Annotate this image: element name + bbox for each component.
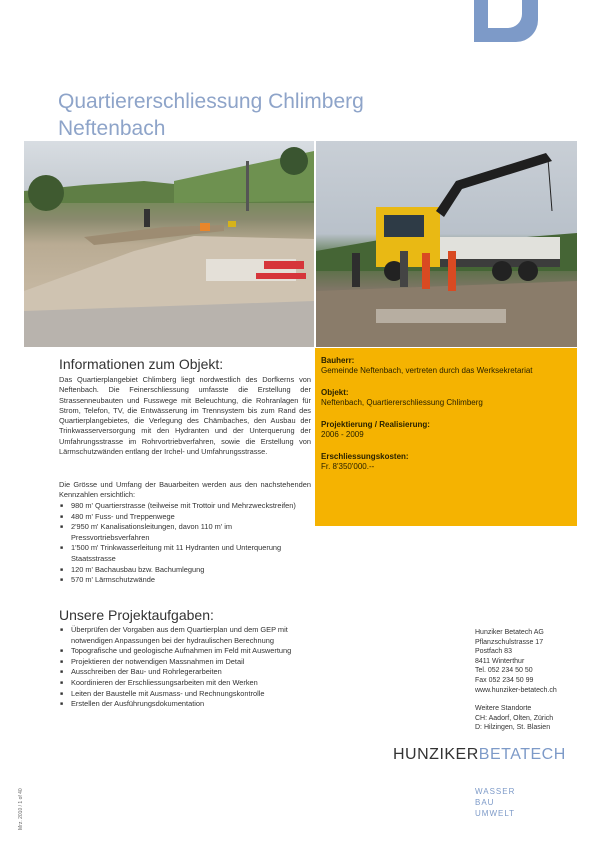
owner-label: Bauherr: bbox=[321, 356, 355, 365]
owner-value: Gemeinde Neftenbach, vertreten durch das Werksekretariat bbox=[321, 366, 533, 375]
list-item: ■ Erstellen der Ausführungsdokumentation bbox=[59, 699, 311, 710]
list-item: ■ 570 m' Lärmschutzwände bbox=[59, 575, 311, 586]
crane-truck-illustration bbox=[316, 141, 577, 347]
locations-ch: CH: Aadorf, Olten, Zürich bbox=[475, 714, 554, 722]
list-item: ■ 480 m' Fuss- und Treppenwege bbox=[59, 512, 311, 523]
po-box: Postfach 83 bbox=[475, 648, 512, 656]
tasks-list bbox=[59, 625, 311, 710]
list-item: ■ Topografische und geologische Aufnahmen im Feld mit Auswertung bbox=[59, 646, 311, 657]
fax: Fax 052 234 50 99 bbox=[475, 676, 534, 684]
cost-label: Erschliessungskosten: bbox=[321, 452, 409, 461]
list-item: ■ Koordinieren der Erschliessungsarbeiten mit den Werken bbox=[59, 678, 311, 689]
brand-part-2: BETATECH bbox=[478, 746, 566, 763]
object-value: Neftenbach, Quartiererschliessung Chlimberg bbox=[321, 398, 483, 407]
list-item: ■ Leiten der Baustelle mit Ausmass- und Rechnungskontrolle bbox=[59, 689, 311, 700]
tasks-heading: Unsere Projektaufgaben: bbox=[59, 607, 214, 623]
brand-logo bbox=[393, 746, 566, 764]
company-name: Hunziker Betatech AG bbox=[475, 629, 544, 636]
contact-block bbox=[475, 628, 585, 733]
info-paragraph-1: Das Quartierplangebiet Chlimberg liegt nordwestlich des Dorfkerns von Neftenbach. Die Feinerschliessung umfasste die Erstellung der Strassenneubauten und Fusswege mit Beleuchtung, die Rohranlagen für Strom, Telefon, TV, die Entwässerung im Trennsystem bis zum Rand des Quartierplangebietes, die Verlegung des Chämbaches, den Ausbau der Trinkwasserversorgung mit den Hydranten und der Unterquerung der Umfahrungsstrasse im Rohrvortriebverfahren, sowie die Erstellung von Lärmschutzwänden entlang der Irchel- und Umfahrungsstrasse. bbox=[59, 375, 311, 457]
tagline-2: BAU bbox=[475, 798, 495, 807]
website-link[interactable]: www.hunziker-betatech.ch bbox=[475, 686, 557, 694]
construction-site-illustration bbox=[24, 141, 314, 347]
logo-mark-cutout bbox=[488, 0, 522, 28]
list-item: ■ 1'500 m' Trinkwasserleitung mit 11 Hydranten und Unterquerung Staatsstrasse bbox=[59, 543, 311, 564]
locations-de: D: Hilzingen, St. Blasien bbox=[475, 724, 551, 732]
list-item: ■ Projektieren der notwendigen Massnahmen im Detail bbox=[59, 657, 311, 668]
page-title-line2: Neftenbach bbox=[58, 117, 166, 140]
list-item: ■ 120 m' Bachausbau bzw. Bachumlegung bbox=[59, 565, 311, 576]
tagline-3: UMWELT bbox=[475, 809, 516, 818]
brand-part-1: HUNZIKER bbox=[393, 746, 479, 763]
city: 8411 Winterthur bbox=[475, 657, 525, 665]
list-item: ■ 980 m' Quartierstrasse (teilweise mit Trottoir und Mehrzweckstreifen) bbox=[59, 501, 311, 512]
project-info-box bbox=[315, 348, 577, 526]
page-title-line1: Quartiererschliessung Chlimberg bbox=[58, 90, 364, 113]
phone: Tel. 052 234 50 50 bbox=[475, 667, 533, 675]
list-item: ■ Überprüfen der Vorgaben aus dem Quartierplan und dem GEP mit notwendigen Anpassungen bei der hydraulischen Berechnung bbox=[59, 625, 311, 646]
list-item: ■ Ausschreiben der Bau- und Rohrlegerarbeiten bbox=[59, 667, 311, 678]
street: Pflanzschulstrasse 17 bbox=[475, 638, 544, 646]
tagline-1: WASSER bbox=[475, 787, 516, 796]
object-label: Objekt: bbox=[321, 388, 349, 397]
cost-value: Fr. 8'350'000.-- bbox=[321, 462, 375, 471]
side-document-code: Mrz. 2010 / 1 of 40 bbox=[18, 788, 24, 830]
list-item: ■ 2'950 m' Kanalisationsleitungen, davon 110 m' im Pressvortriebsverfahren bbox=[59, 522, 311, 543]
photo-construction-site bbox=[24, 141, 314, 347]
locations-label: Weitere Standorte bbox=[475, 705, 532, 713]
info-heading: Informationen zum Objekt: bbox=[59, 356, 224, 372]
info-list bbox=[59, 501, 311, 586]
info-paragraph-2: Die Grösse und Umfang der Bauarbeiten werden aus den nachstehenden Kennzahlen ersichtlich: bbox=[59, 480, 311, 500]
page-title bbox=[58, 88, 458, 142]
photo-crane-truck bbox=[316, 141, 577, 347]
period-label: Projektierung / Realisierung: bbox=[321, 420, 430, 429]
period-value: 2006 - 2009 bbox=[321, 430, 364, 439]
